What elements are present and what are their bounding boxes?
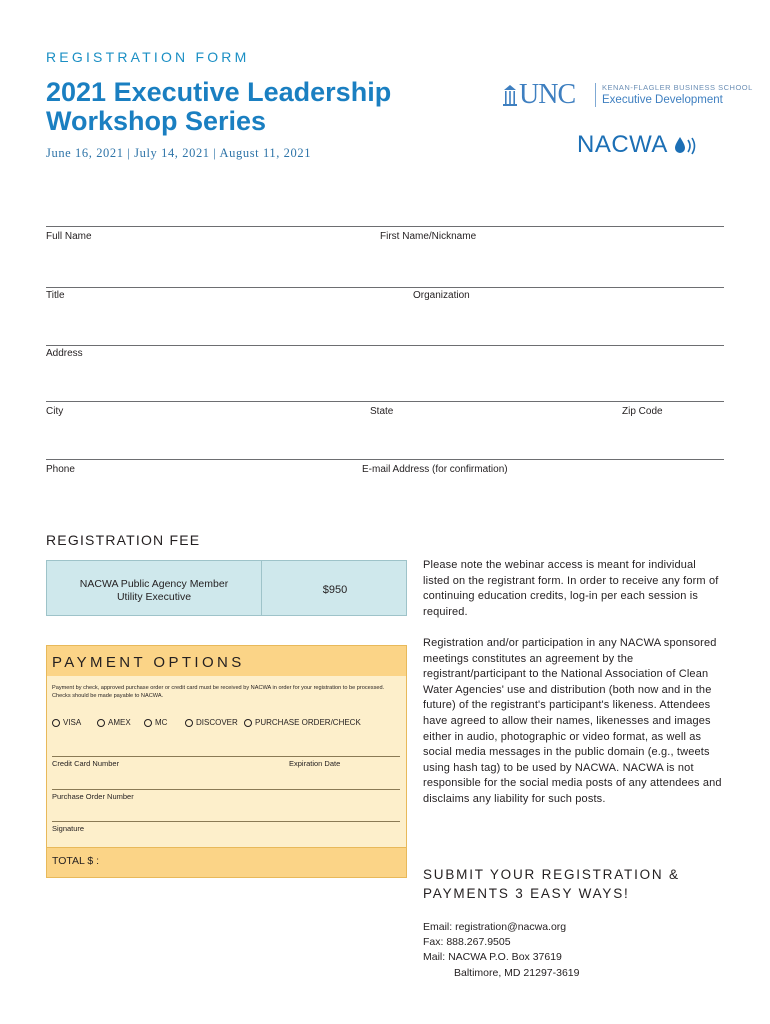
submit-heading xyxy=(423,865,680,903)
member-line-2: Utility Executive xyxy=(116,591,192,603)
page-title xyxy=(46,78,391,136)
purchase-order-label: Purchase Order Number xyxy=(52,792,134,801)
payment-header xyxy=(47,646,406,676)
option-discover[interactable] xyxy=(185,718,238,727)
consent-note: Registration and/or participation in any NACWA sponsored meetings constitutes an agreement by the registrant/participant to the National Association of Clean Water Agencies' use and distribution (both now and in the future) of the registrant's participant's likeness. Attendees have agreed to allow their names, likenesses and images either in audio, photographic or video format, as well as social media messages in the public domain (e.g., tweets using hash tag) to be used by NACWA. NACWA is not responsible for the social media posts of any attendees and disclaims any liability for such posts. xyxy=(423,637,722,805)
radio-icon xyxy=(52,719,60,727)
address-label: Address xyxy=(46,348,83,359)
city-label: City xyxy=(46,406,64,417)
payment-note: Payment by check, approved purchase order or credit card must be received by NACWA in order for your registration to be processed. Checks should be made payable to NACWA. xyxy=(52,685,385,699)
title-line-2: Workshop Series xyxy=(46,106,267,136)
total-label: TOTAL $ : xyxy=(52,855,100,867)
submit-heading-line-2: PAYMENTS 3 EASY WAYS! xyxy=(423,886,630,901)
phone-label: Phone xyxy=(46,464,75,475)
signature-field[interactable] xyxy=(52,821,400,822)
radio-icon xyxy=(144,719,152,727)
contact-fax: Fax: 888.267.9505 xyxy=(423,936,511,949)
option-label: DISCOVER xyxy=(196,718,238,727)
city-field[interactable] xyxy=(46,401,724,402)
organization-label: Organization xyxy=(413,290,470,301)
submit-heading-line-1: SUBMIT YOUR REGISTRATION & xyxy=(423,867,680,882)
unc-unit-name: Executive Development xyxy=(602,94,723,106)
form-kicker: REGISTRATION FORM xyxy=(46,49,250,65)
credit-card-label: Credit Card Number xyxy=(52,759,120,768)
title-line-1: 2021 Executive Leadership xyxy=(46,77,392,107)
fee-price: $950 xyxy=(322,584,348,596)
workshop-dates: June 16, 2021 | July 14, 2021 | August 11, 2021 xyxy=(46,146,312,160)
expiration-label: Expiration Date xyxy=(289,759,341,768)
registration-fee-heading: REGISTRATION FEE xyxy=(46,532,201,548)
signature-label: Signature xyxy=(52,824,85,833)
full-name-label: Full Name xyxy=(46,231,92,242)
radio-icon xyxy=(244,719,252,727)
title-field[interactable] xyxy=(46,287,724,288)
contact-mail: Mail: NACWA P.O. Box 37619 xyxy=(423,951,562,964)
unc-wordmark: UNC xyxy=(519,79,576,110)
payment-title: PAYMENT OPTIONS xyxy=(52,654,245,671)
logo-divider xyxy=(595,83,596,107)
phone-field[interactable] xyxy=(46,459,724,460)
option-label: AMEX xyxy=(108,718,131,727)
option-amex[interactable] xyxy=(97,718,131,727)
contact-email: Email: registration@nacwa.org xyxy=(423,921,567,933)
option-label: VISA xyxy=(63,718,82,727)
credit-card-field[interactable] xyxy=(52,756,400,757)
option-label: MC xyxy=(155,718,168,727)
old-well-icon xyxy=(503,84,517,106)
option-mc[interactable] xyxy=(144,718,167,727)
option-label: PURCHASE ORDER/CHECK xyxy=(255,718,361,727)
purchase-order-field[interactable] xyxy=(52,789,400,790)
contact-mail-city: Baltimore, MD 21297-3619 xyxy=(454,966,580,979)
fee-member-type xyxy=(47,578,261,604)
first-name-label: First Name/Nickname xyxy=(380,231,477,242)
email-label: E-mail Address (for confirmation) xyxy=(362,464,508,475)
total-field[interactable] xyxy=(46,847,407,878)
nacwa-wordmark: NACWA xyxy=(577,131,668,158)
address-field[interactable] xyxy=(46,345,724,346)
radio-icon xyxy=(185,719,193,727)
option-purchase-order[interactable] xyxy=(244,718,361,727)
nacwa-logo xyxy=(577,130,707,162)
water-drop-icon xyxy=(673,135,699,157)
radio-icon xyxy=(97,719,105,727)
fee-table xyxy=(46,560,407,616)
unc-logo xyxy=(503,79,753,112)
option-visa[interactable] xyxy=(52,718,81,727)
full-name-field[interactable] xyxy=(46,226,724,227)
unc-school-name: KENAN-FLAGLER BUSINESS SCHOOL xyxy=(602,83,753,92)
title-label: Title xyxy=(46,290,65,301)
payment-options-box xyxy=(46,645,407,848)
state-label: State xyxy=(370,406,394,417)
webinar-note: Please note the webinar access is meant for individual listed on the registrant form. In order to receive any form of continuing education credits, log-in per each session is required. xyxy=(423,559,719,618)
zip-label: Zip Code xyxy=(622,406,663,417)
member-line-1: NACWA Public Agency Member xyxy=(79,578,229,590)
payment-method-options xyxy=(52,718,407,732)
submission-methods xyxy=(423,920,579,981)
